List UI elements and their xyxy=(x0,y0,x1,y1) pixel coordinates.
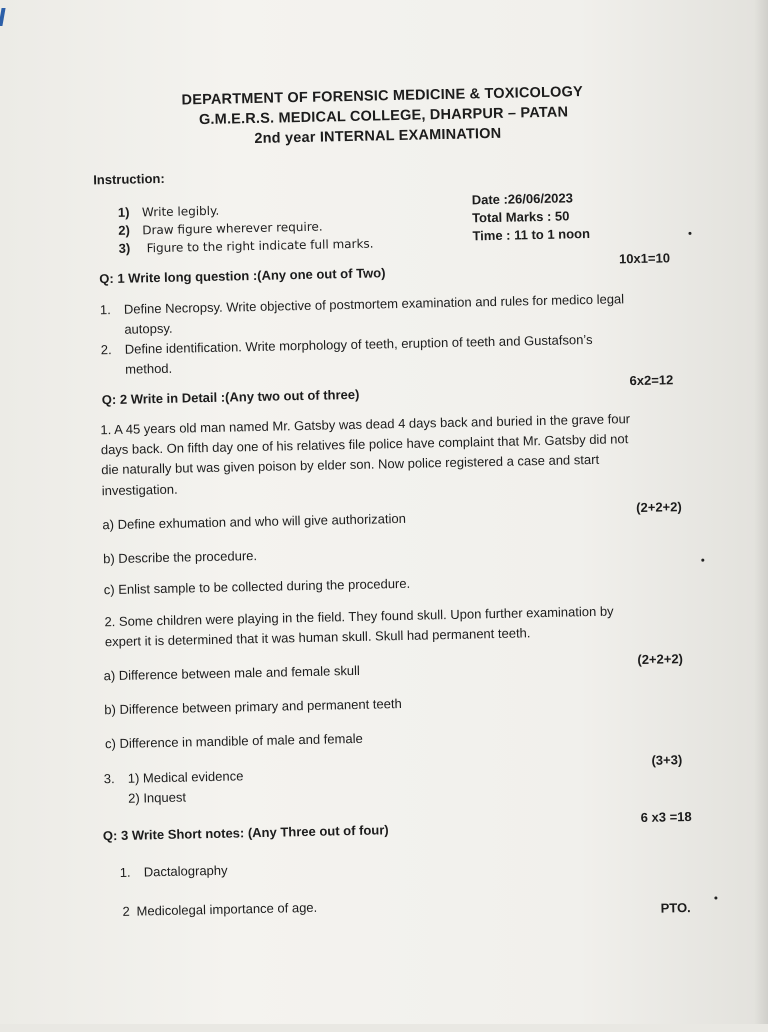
instruction-item-3: Figure to the right indicate full marks. xyxy=(146,236,374,256)
q2-title: Q: 2 Write in Detail :(Any two out of three) xyxy=(101,386,360,408)
q3-title: Q: 3 Write Short notes: (Any Three out of four) xyxy=(102,822,389,844)
q2-case3-part2: 2) Inquest xyxy=(128,789,187,806)
exam-date: Date :26/06/2023 xyxy=(471,190,574,208)
q1-item-2-num: 2. xyxy=(100,342,112,358)
q3-item-2-text: Medicolegal importance of age. xyxy=(136,899,318,919)
instruction-label: Instruction: xyxy=(93,170,165,188)
q2-case1-line2: days back. On fifth day one of his relatives file police have complaint that Mr. Gatsby did not xyxy=(100,431,629,458)
q2-case1-line1: 1. A 45 years old man named Mr. Gatsby was dead 4 days back and buried in the grave four xyxy=(100,411,631,438)
college-title: G.M.E.R.S. MEDICAL COLLEGE, DHARPUR – PATAN xyxy=(198,104,569,129)
q2-case1-line4: investigation. xyxy=(101,481,178,499)
q1-item-2-line2: method. xyxy=(125,360,173,377)
q2-case1-c: c) Enlist sample to be collected during the procedure. xyxy=(103,575,411,598)
q1-marks: 10x1=10 xyxy=(618,250,671,267)
ink-dot xyxy=(714,896,717,899)
q1-title: Q: 1 Write long question :(Any one out of Two) xyxy=(99,265,386,287)
q2-case2-marks: (2+2+2) xyxy=(637,651,684,668)
q1-item-1-num: 1. xyxy=(99,302,111,318)
q1-item-2-line1: Define identification. Write morphology of teeth, eruption of teeth and Gustafson’s xyxy=(124,331,593,357)
ink-dot xyxy=(701,559,704,562)
exam-title: 2nd year INTERNAL EXAMINATION xyxy=(254,125,502,147)
q2-case2-c: c) Difference in mandible of male and female xyxy=(104,730,363,752)
q2-case2-a: a) Difference between male and female skull xyxy=(103,662,361,684)
q2-case2-line2: expert it is determined that it was human skull. Skull had permanent teeth. xyxy=(104,625,531,650)
instruction-num-1: 1) xyxy=(117,204,130,220)
q2-marks: 6x2=12 xyxy=(629,372,674,389)
ink-dot xyxy=(688,232,691,235)
q2-case3-num: 3. xyxy=(103,771,115,787)
exam-time: Time : 11 to 1 noon xyxy=(472,225,591,244)
instruction-item-1: Write legibly. xyxy=(141,203,220,220)
q2-case3-marks: (3+3) xyxy=(651,752,683,768)
q2-case3-part1: 1) Medical evidence xyxy=(127,768,244,786)
q3-item-1-text: Dactalography xyxy=(143,862,228,880)
total-marks: Total Marks : 50 xyxy=(471,208,570,226)
q2-case1-marks: (2+2+2) xyxy=(636,499,682,516)
q2-case1-b: b) Describe the procedure. xyxy=(103,548,258,567)
q3-item-1-num: 1. xyxy=(119,864,131,880)
q2-case1-line3: die naturally but was given poison by elder son. Now police registered a case and start xyxy=(101,451,600,478)
q1-item-1-line2: autopsy. xyxy=(124,320,173,337)
q1-item-1-line1: Define Necropsy. Write objective of postmortem examination and rules for medico legal xyxy=(123,291,625,317)
q2-case2-b: b) Difference between primary and permanent teeth xyxy=(104,696,402,718)
instruction-item-2: Draw figure wherever require. xyxy=(142,219,323,238)
q2-case2-line1: 2. Some children were playing in the field. They found skull. Upon further examination by xyxy=(104,603,614,630)
q2-case1-a: a) Define exhumation and who will give authorization xyxy=(102,510,407,533)
q3-marks: 6 x3 =18 xyxy=(640,808,692,826)
instruction-num-2: 2) xyxy=(118,222,131,238)
q3-item-2-num: 2 xyxy=(122,903,130,919)
pto-label: PTO. xyxy=(660,900,691,916)
department-title: DEPARTMENT OF FORENSIC MEDICINE & TOXICOLOGY xyxy=(181,84,584,109)
instruction-num-3: 3) xyxy=(118,240,131,256)
